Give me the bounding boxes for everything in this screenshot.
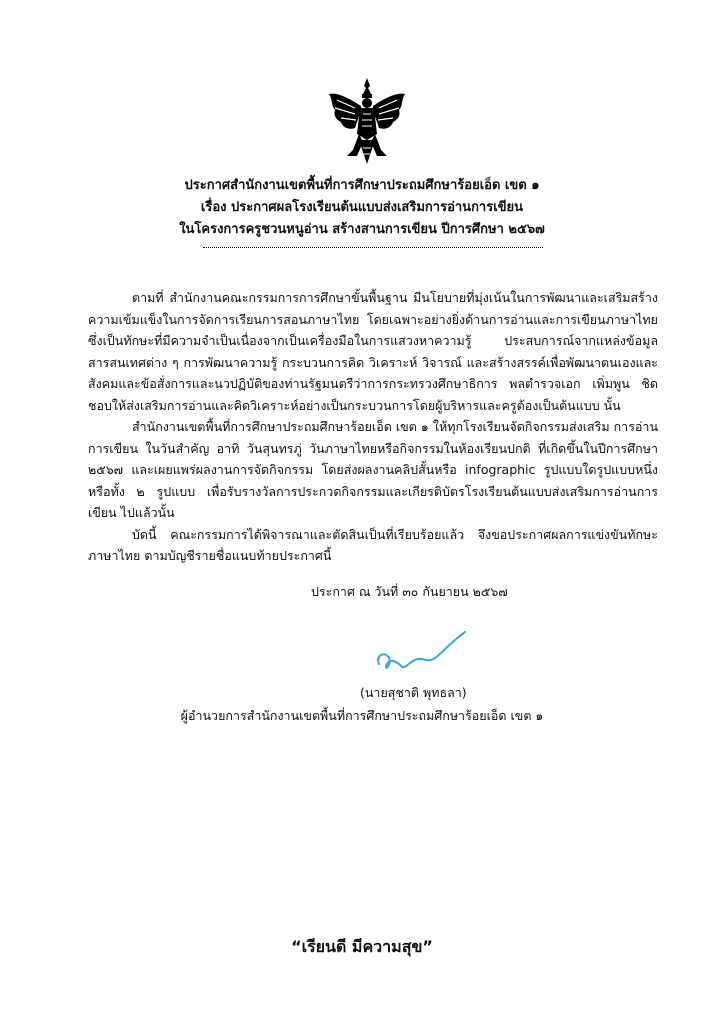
footer-motto: “เรียนดี มีความสุข” <box>291 937 433 956</box>
subject-line: เรื่อง ประกาศผลโรงเรียนต้นแบบส่งเสริมการอ่านการเขียน <box>200 200 524 215</box>
signer-title: ผู้อำนวยการสำนักงานเขตพื้นที่การศึกษาประถมศึกษาร้อยเอ็ด เขต ๑ <box>180 708 544 723</box>
body-paragraph: บัดนี้ คณะกรรมการได้พิจารณาและตัดสินเป็นที่เรียบร้อยแล้ว จึงขอประกาศผลการแข่งขันทักษะภาษาไทย ตามบัญชีรายชื่อแนบท้ายประกาศนี้ <box>88 526 658 563</box>
garuda-emblem-icon <box>327 76 407 166</box>
announcement-date: ประกาศ ณ วันที่ ๓๐ กันยายน ๒๕๖๗ <box>311 584 508 599</box>
body-paragraph: ตามที่ สำนักงานคณะกรรมการการศึกษาขั้นพื้นฐาน มีนโยบายที่มุ่งเน้นในการพัฒนาและเสริมสร้างความเข้มแข็งในการจัดการเรียนการสอนภาษาไทย โดยเฉพาะอย่างยิ่งด้านการอ่านและการเขียนภาษาไทยซึ่งเป็นทักษะที่มีความจำเป็นเนื่องจากเป็นเครื่องมือในการแสวงหาความรู้ ประสบการณ์จากแหล่งข้อมูลสารสนเทศต่าง ๆ การพัฒนาความรู้ กระบวนการคิด วิเคราะห์ วิจารณ์ และสร้างสรรค์เพื่อพัฒนาตนเองและสังคมและข้อสั่งการและนวปฏิบัติของท่านรัฐมนตรีว่าการกระทรวงศึกษาธิการ พลตำรวจเอก เพิ่มพูน ชิดชอบให้ส่งเสริมการอ่านและคิดวิเคราะห์อย่างเป็นกระบวนการโดยผู้บริหารและครูต้องเป็นต้นแบบ นั้น <box>88 290 658 413</box>
body-paragraph: สำนักงานเขตพื้นที่การศึกษาประถมศึกษาร้อยเอ็ด เขต ๑ ให้ทุกโรงเรียนจัดกิจกรรมส่งเสริม การอ่านการเขียน ในวันสำคัญ อาทิ วันสุนทรภู่ วันภาษาไทยหรือกิจกรรมในห้องเรียนปกติ ที่เกิดขึ้นในปีการศึกษา ๒๕๖๗ และเผยแพร่ผลงานการจัดกิจกรรม โดยส่งผลงานคลิปสั้นหรือ infographic รูปแบบใดรูปแบบหนึ่ง หรือทั้ง ๒ รูปแบบ เพื่อรับรางวัลการประกวดกิจกรรมและเกียรติบัตรโรงเรียนต้นแบบส่งเสริมการอ่านการเขียน ไปแล้วนั้น <box>88 419 658 520</box>
body-text <box>88 287 658 567</box>
dotted-separator <box>203 247 543 248</box>
announcement-heading: ประกาศสำนักงานเขตพื้นที่การศึกษาประถมศึกษาร้อยเอ็ด เขต ๑ <box>184 178 540 193</box>
signer-name: (นายสุชาติ พุทธลา) <box>360 685 467 700</box>
handwritten-signature <box>365 622 475 682</box>
project-line: ในโครงการครูชวนหนูอ่าน สร้างสานการเขียน ปีการศึกษา ๒๕๖๗ <box>179 222 545 237</box>
